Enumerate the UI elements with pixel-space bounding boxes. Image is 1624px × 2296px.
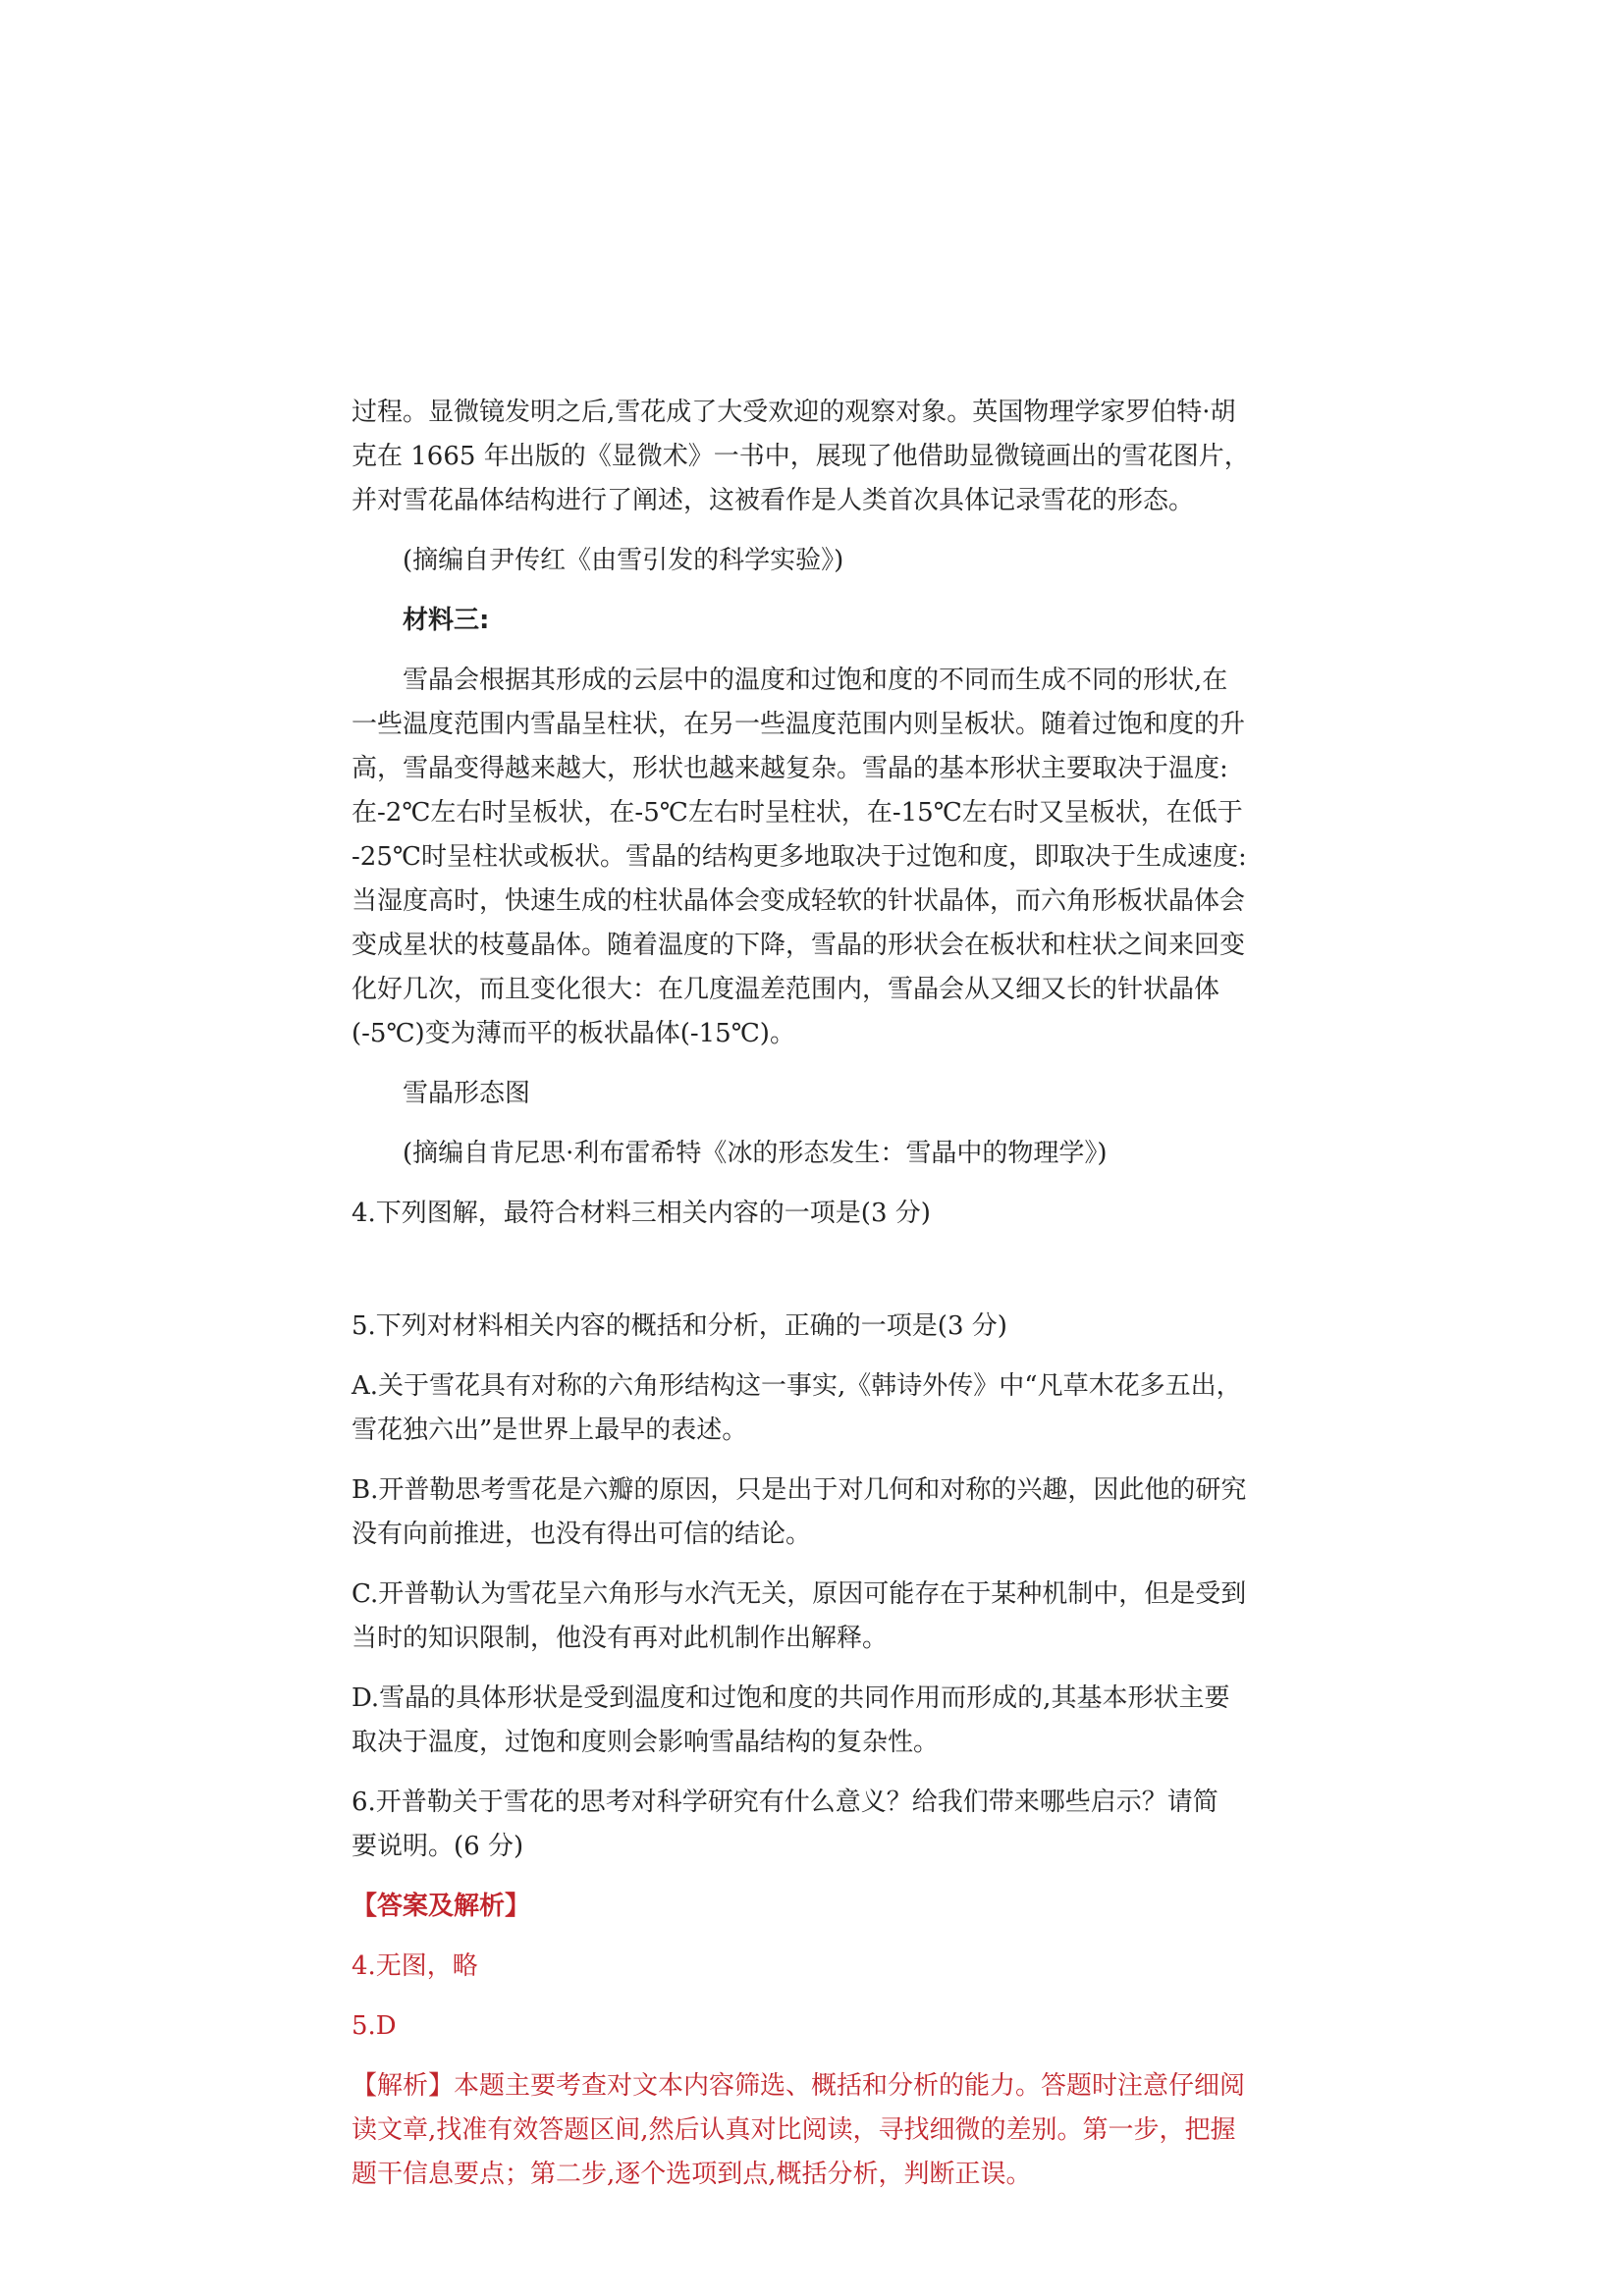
text-line: 取决于温度，过饱和度则会影响雪晶结构的复杂性。 [352, 1728, 940, 1757]
material3-heading: 材料三: [403, 606, 490, 635]
option-c [352, 1573, 1294, 1661]
text-line: 题干信息要点；第二步,逐个选项到点,概括分析，判断正误。 [352, 2160, 1032, 2189]
source-citation-2: (摘编自尹传红《由雪引发的科学实验》) [403, 546, 844, 575]
text-line: 变成星状的枝蔓晶体。随着温度的下降，雪晶的形状会在板状和柱状之间来回变 [352, 931, 1246, 960]
text-line: 在-2℃左右时呈板状，在-5℃左右时呈柱状，在-15℃左右时又呈板状，在低于 [352, 798, 1243, 828]
text-line: 并对雪花晶体结构进行了阐述，这被看作是人类首次具体记录雪花的形态。 [352, 486, 1195, 515]
answer-heading: 【答案及解析】 [352, 1892, 531, 1921]
text-line: 6.开普勒关于雪花的思考对科学研究有什么意义？给我们带来哪些启示？请简 [352, 1788, 1218, 1817]
text-line: -25℃时呈柱状或板状。雪晶的结构更多地取决于过饱和度，即取决于生成速度: [352, 842, 1247, 872]
material3-body [352, 659, 1294, 1056]
option-b [352, 1468, 1294, 1557]
answer-analysis [352, 2064, 1294, 2197]
option-a [352, 1364, 1294, 1453]
answer-5: 5.D [352, 2011, 397, 2041]
answer-4: 4.无图，略 [352, 1951, 478, 1981]
text-line: 要说明。(6 分) [352, 1832, 524, 1861]
document-page [352, 391, 1294, 2197]
text-line: 克在 1665 年出版的《显微术》一书中，展现了他借助显微镜画出的雪花图片， [352, 442, 1250, 471]
text-line: 高，雪晶变得越来越大，形状也越来越复杂。雪晶的基本形状主要取决于温度: [352, 754, 1228, 783]
text-line: A.关于雪花具有对称的六角形结构这一事实,《韩诗外传》中“凡草木花多五出， [352, 1371, 1242, 1401]
text-line: 当时的知识限制，他没有再对此机制作出解释。 [352, 1624, 889, 1653]
text-line: C.开普勒认为雪花呈六角形与水汽无关，原因可能存在于某种机制中，但是受到 [352, 1579, 1247, 1609]
text-line: 当湿度高时，快速生成的柱状晶体会变成轻软的针状晶体，而六角形板状晶体会 [352, 886, 1246, 916]
text-line: 过程。显微镜发明之后,雪花成了大受欢迎的观察对象。英国物理学家罗伯特·胡 [352, 398, 1236, 427]
text-line: 雪晶会根据其形成的云层中的温度和过饱和度的不同而生成不同的形状,在 [403, 666, 1228, 695]
text-line: (-5℃)变为薄而平的板状晶体(-15℃)。 [352, 1019, 795, 1048]
text-line: 雪花独六出”是世界上最早的表述。 [352, 1415, 748, 1445]
figure-caption: 雪晶形态图 [403, 1079, 531, 1108]
text-line: D.雪晶的具体形状是受到温度和过饱和度的共同作用而形成的,其基本形状主要 [352, 1683, 1230, 1713]
text-line: 没有向前推进，也没有得出可信的结论。 [352, 1520, 812, 1549]
text-line: 化好几次，而且变化很大：在几度温差范围内，雪晶会从又细又长的针状晶体 [352, 975, 1220, 1004]
source-citation-3: (摘编自肯尼思·利布雷希特《冰的形态发生：雪晶中的物理学》) [403, 1139, 1108, 1168]
text-line: B.开普勒思考雪花是六瓣的原因，只是出于对几何和对称的兴趣，因此他的研究 [352, 1475, 1247, 1505]
text-line: 【解析】本题主要考查对文本内容筛选、概括和分析的能力。答题时注意仔细阅 [352, 2071, 1246, 2101]
text-line: 读文章,找准有效答题区间,然后认真对比阅读，寻找细微的差别。第一步，把握 [352, 2115, 1236, 2145]
question-5: 5.下列对材料相关内容的概括和分析，正确的一项是(3 分) [352, 1311, 1007, 1341]
question-4: 4.下列图解，最符合材料三相关内容的一项是(3 分) [352, 1199, 931, 1228]
material2-tail [352, 391, 1294, 523]
question-6 [352, 1781, 1294, 1869]
text-line: 一些温度范围内雪晶呈柱状，在另一些温度范围内则呈板状。随着过饱和度的升 [352, 710, 1246, 739]
option-d [352, 1677, 1294, 1765]
